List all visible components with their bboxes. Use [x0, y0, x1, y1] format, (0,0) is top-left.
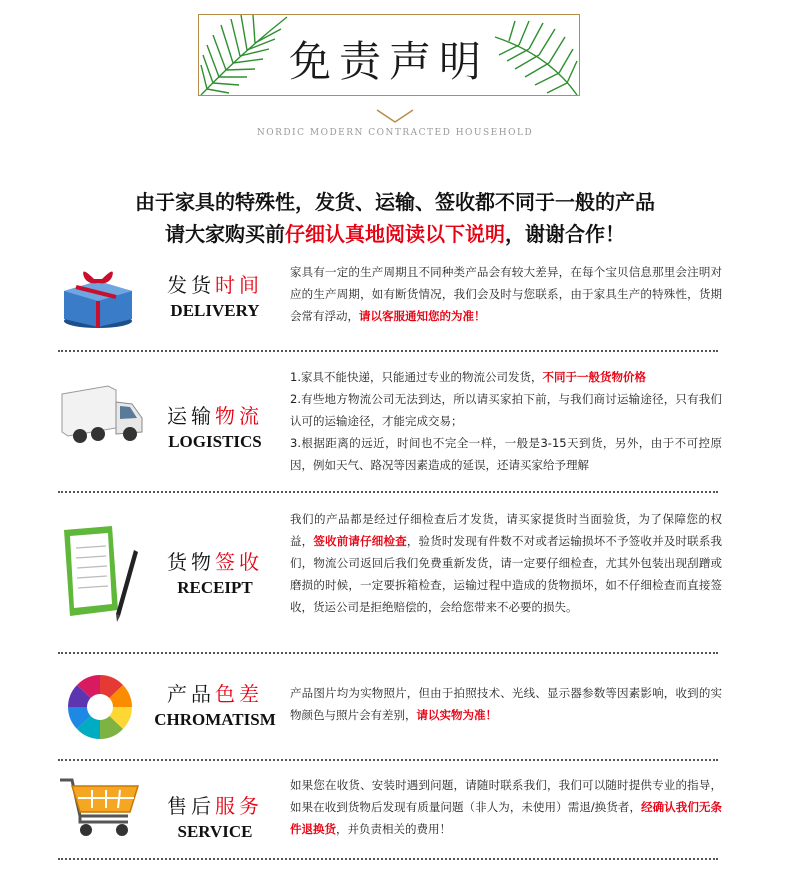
section-text [290, 682, 722, 726]
divider [58, 350, 718, 352]
label-en: RECEIPT [177, 578, 253, 597]
text-red: 请以实物为准！ [416, 708, 497, 722]
clipboard-pen-icon [58, 524, 144, 624]
intro-line-2-suffix: ，谢谢合作！ [505, 222, 625, 246]
text-before: 如果您在收货、安装时遇到问题，请随时联系我们，我们可以随时提供专业的指导，如果在收到货物后发现有质量问题（非人为，未使用）需退/换货者， [290, 778, 722, 814]
section-label [145, 400, 285, 452]
label-en: CHROMATISM [154, 710, 276, 729]
divider [58, 491, 718, 493]
text-before: 家具有一定的生产周期且不同种类产品会有较大差异，在每个宝贝信息那里会注明对应的生产周期，如有断货情况，我们会及时与您联系，由于家具生产的特殊性，货期会常有浮动， [290, 265, 722, 323]
section-label [145, 678, 285, 730]
label-zh-b: 物流 [215, 404, 263, 428]
label-en: LOGISTICS [168, 432, 262, 451]
section-text [290, 366, 722, 476]
label-en: SERVICE [177, 822, 253, 841]
list-item: 3.根据距离的远近，时间也不完全一样，一般是3-15天到货，另外，由于不可控原因，例如天气、路况等因素造成的延误，还请买家给予理解 [290, 436, 722, 472]
text-red: 签收前请仔细检查 [313, 534, 407, 548]
truck-icon [58, 384, 144, 450]
divider [58, 858, 718, 860]
label-en: DELIVERY [170, 301, 260, 320]
section-label [145, 269, 285, 321]
text-before: 产品图片均为实物照片，但由于拍照技术、光线、显示器参数等因素影响，收到的实物颜色与照片会有差别， [290, 686, 722, 722]
text-after: ，并负责相关的费用！ [336, 822, 451, 836]
section-text [290, 508, 722, 618]
label-zh-b: 签收 [215, 550, 263, 574]
section-label [145, 790, 285, 842]
title-banner [198, 14, 580, 96]
chevron-down-icon [375, 108, 415, 126]
section-text [290, 774, 722, 840]
text-red: 经确认我们无条件退换货 [290, 800, 723, 836]
label-zh-a: 运输 [167, 404, 215, 428]
shopping-cart-icon [58, 776, 144, 844]
intro-line-2-prefix: 请大家购买前 [165, 222, 285, 246]
list-item: 2.有些地方物流公司无法到达，所以请买家拍下前，与我们商讨运输途径，只有我们认可的运输途径，才能完成交易； [290, 392, 722, 428]
text-red: 请以客服通知您的为准！ [359, 309, 486, 323]
label-zh-b: 色差 [215, 682, 263, 706]
label-zh-b: 服务 [215, 794, 263, 818]
page-subtitle: NORDIC MODERN CONTRACTED HOUSEHOLD [256, 128, 534, 138]
text-after: ，验货时发现有件数不对或者运输损坏不予签收并及时联系我们，物流公司返回后我们免费重新发货，请一定要仔细检查，尤其外包装出现刮蹭或磨损的时候，一定要拆箱检查，运输过程中造成的货物损坏，如不仔细检查而直接签收，货运公司是拒绝赔偿的，会给您带来不必要的损失。 [290, 534, 723, 614]
label-zh-a: 货物 [167, 550, 215, 574]
label-zh-a: 产品 [167, 682, 215, 706]
label-zh-a: 售后 [167, 794, 215, 818]
label-zh-a: 发货 [167, 273, 215, 297]
item-1-red: 不同于一般货物价格 [542, 370, 646, 384]
intro-line-2 [0, 218, 790, 247]
section-label [145, 546, 285, 598]
color-wheel-icon [58, 672, 142, 742]
label-zh-b: 时间 [215, 273, 263, 297]
intro-line-1: 由于家具的特殊性，发货、运输、签收都不同于一般的产品 [135, 190, 655, 214]
intro-line-2-highlight: 仔细认真地阅读以下说明 [285, 222, 505, 246]
divider [58, 759, 718, 761]
item-1-text: 1.家具不能快递，只能通过专业的物流公司发货， [290, 370, 543, 384]
list-item [290, 366, 722, 388]
page-title: 免责声明 [288, 37, 489, 86]
palm-leaf-right-icon [489, 15, 579, 96]
text-before: 我们的产品都是经过仔细检查后才发货，请买家提货时当面验货，为了保障您的权益， [290, 512, 722, 548]
gift-box-icon [58, 261, 138, 331]
section-text [290, 261, 722, 327]
divider [58, 652, 718, 654]
